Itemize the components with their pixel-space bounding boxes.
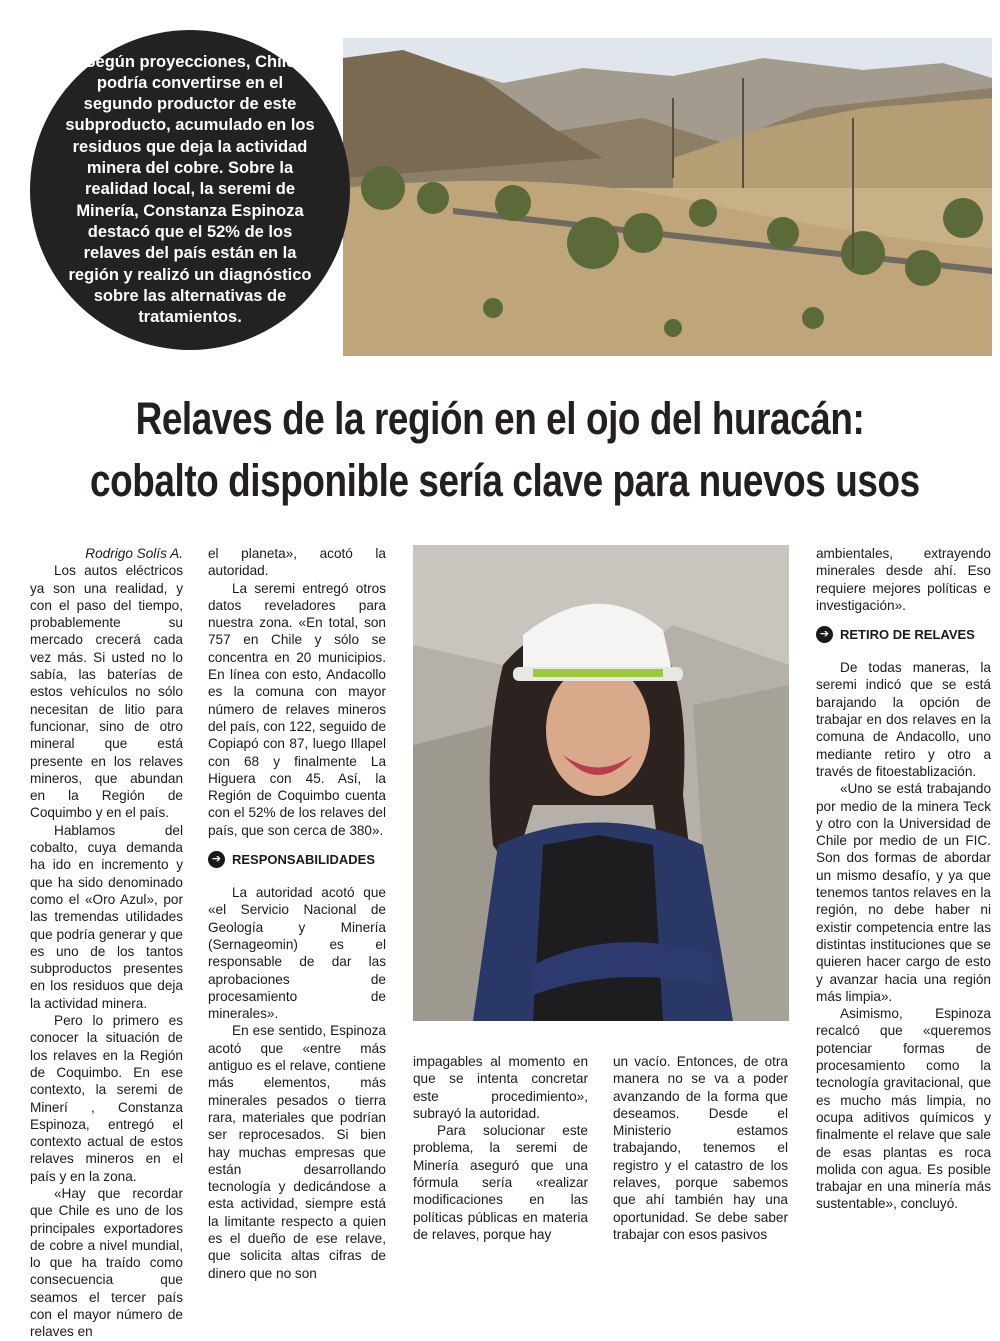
subhead-retiro-de-relaves — [816, 626, 991, 643]
paragraph: La seremi entregó otros datos reveladores para nuestra zona. «En total, son 757 en Chile y sólo se concentra en 20 municipios. En línea con esto, Andacollo es la comuna con mayor número de relaves mineros del país, con 122, seguido de Copiapó con 87, luego Illapel con 68 y finalmente La Higuera con 45. Así, la Región de Coquimbo cuenta con el 52% de los relaves del país, que son cerca de 380». — [208, 580, 386, 838]
headline-line-2: cobalto disponible sería clave para nuevos usos — [90, 455, 920, 506]
paragraph: el planeta», acotó la autoridad. — [208, 546, 386, 579]
paragraph: ambientales, extrayendo minerales desde ahí. Eso requiere mejores políticas e investigación». — [816, 546, 991, 613]
subhead-label: RESPONSABILIDADES — [232, 852, 376, 868]
article-column-1 — [30, 545, 183, 1341]
subhead-label: RETIRO DE RELAVES — [840, 627, 975, 643]
paragraph: Para solucionar este problema, la seremi de Minería aseguró que una fórmula sería «realizar modificaciones en las políticas públicas en materia de relaves, porque hay — [413, 1123, 588, 1242]
article-column-3 — [413, 1053, 588, 1243]
landscape-illustration — [343, 38, 992, 356]
intro-callout — [30, 30, 350, 350]
arrow-right-icon: ➔ — [816, 626, 833, 643]
callout-text: Según proyecciones, Chile podría convertirse en el segundo productor de este subproducto, acumulado en los residuos que deja la actividad minera del cobre. Sobre la realidad local, la seremi de Minería, Constanza Espinoza destacó que el 52% de los relaves del país están en la región y realizó un diagnóstico sobre las alternativas de tratamientos. — [65, 52, 315, 327]
arrow-right-icon: ➔ — [208, 851, 225, 868]
article-column-5 — [816, 545, 991, 1213]
byline: Rodrigo Solís A. — [85, 546, 183, 561]
portrait-illustration — [413, 545, 789, 1021]
paragraph: En ese sentido, Espinoza acotó que «entre más antiguo es el relave, contiene más elementos, más minerales pesados o tierra rara, materiales que podrían ser reprocesados. Si bien hay muchas empresas que están desarrollando tecnología y dedicándose a esta actividad, siempre está la limitante respecto a quien es el dueño de ese relave, que solicita altas cifras de dinero que no son — [208, 1023, 386, 1281]
portrait-photo — [413, 545, 789, 1021]
subhead-responsabilidades — [208, 851, 386, 868]
paragraph: impagables al momento en que se intenta concretar este procedimiento», subrayó la autoridad. — [413, 1054, 588, 1121]
paragraph: De todas maneras, la seremi indicó que se está barajando la opción de trabajar en dos relaves en la comuna de Andacollo, uno mediante retiro y otro a través de fitoestablización. — [816, 660, 991, 779]
paragraph: Pero lo primero es conocer la situación de los relaves en la Región de Coquimbo. En ese contexto, la seremi de Minerí , Constanza Espinoza, entregó el contexto actual de estos relaves mineros en el país y en la zona. — [30, 1013, 183, 1184]
article-column-4 — [613, 1053, 788, 1243]
paragraph: un vacío. Entonces, de otra manera no se va a poder avanzando de la forma que deseamos. Desde el Ministerio estamos trabajando, tenemos el registro y el catastro de los relaves, porque sabemos que ahí también hay una oportunidad. Se debe saber trabajar con esos pasivos — [613, 1054, 788, 1242]
paragraph: La autoridad acotó que «el Servicio Nacional de Geología y Minería (Sernageomin) es el responsable de dar las aprobaciones de procesamiento de minerales». — [208, 885, 386, 1022]
paragraph: Asimismo, Espinoza recalcó que «queremos potenciar formas de procesamiento como la tecnología gravitacional, que es mucho más limpia, no ocupa aditivos químicos y finalmente el relave que sale de esas plantas es roca molida con agua. Es posible trabajar en una minería más sustentable», concluyó. — [816, 1006, 991, 1212]
paragraph: Hablamos del cobalto, cuya demanda ha ido en incremento y que ha sido denominado como el «Oro Azul», por las tremendas utilidades que podría generar y que es uno de los tantos subproductos presentes en los residuos que deja la actividad minera. — [30, 822, 183, 1011]
landscape-photo — [343, 38, 992, 356]
paragraph: «Uno se está trabajando por medio de la minera Teck y otro con la Universidad de Chile por medio de un FIC. Son dos formas de abordar un mismo desafío, y ya que tenemos tantos relaves en la región, no debe haber ni existir competencia entre las distintas instituciones que se quieren hacer cargo de esto y avanzar hacia una región más limpia». — [816, 781, 991, 1004]
paragraph: «Hay que recordar que Chile es uno de los principales exportadores de cobre a nivel mundial, lo que ha traído como consecuencia que seamos el tercer país con el mayor número de relaves en — [30, 1185, 183, 1340]
headline — [90, 388, 920, 512]
headline-line-1: Relaves de la región en el ojo del huracán: — [135, 393, 865, 444]
paragraph: Los autos eléctricos ya son una realidad, y con el paso del tiempo, probablemente su mercado crecerá cada vez más. Si usted no lo sabía, las baterías de estos vehículos no sólo necesitan de litio para funcionar, sino de otro mineral que está presente en los relaves mineros, que abundan en la Región de Coquimbo y en el país. — [30, 563, 183, 821]
article-column-2 — [208, 545, 386, 1282]
